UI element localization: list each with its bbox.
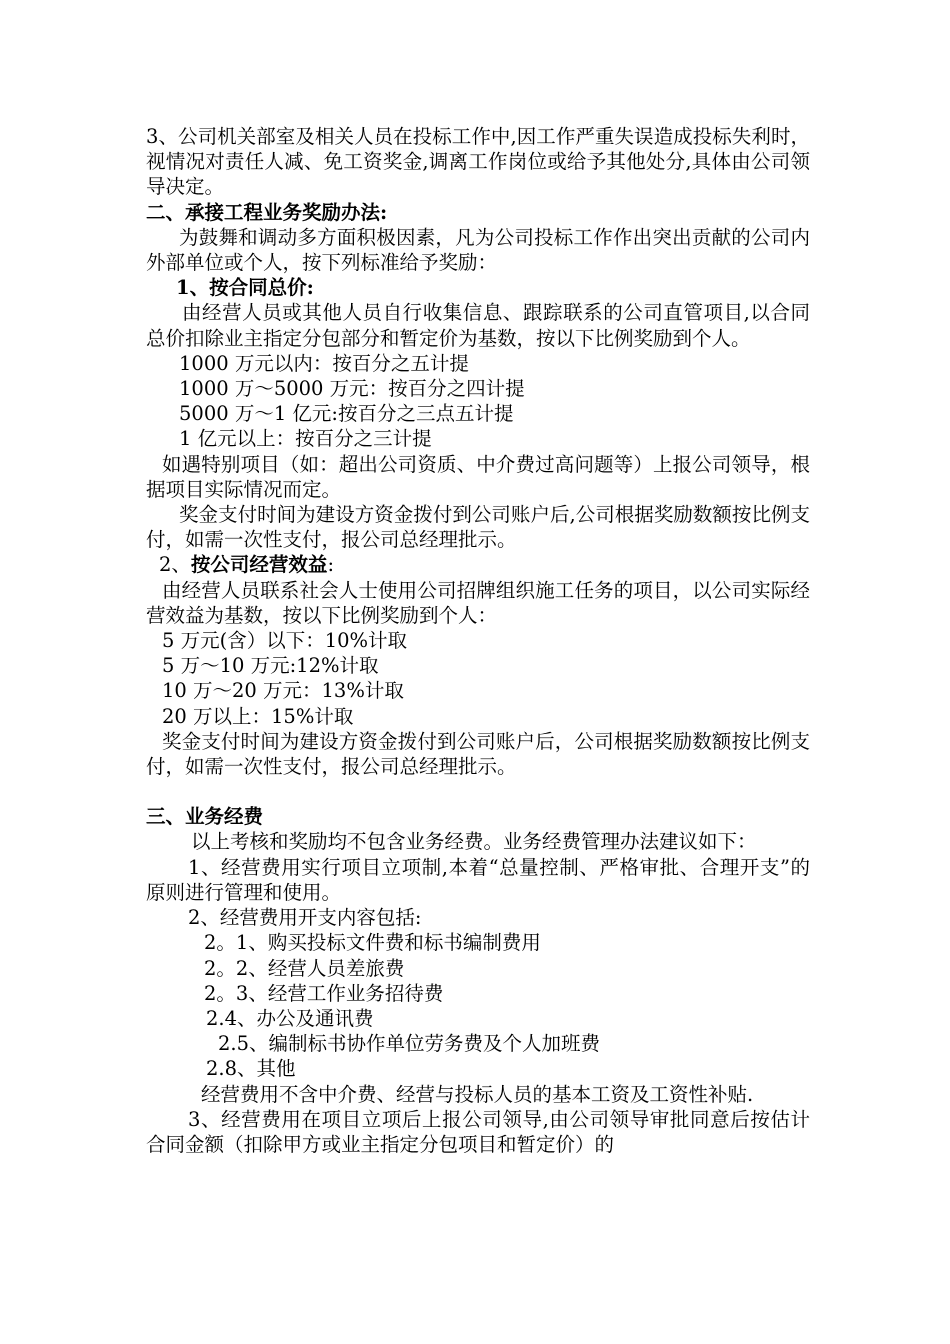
benefit-rate-line-1: 5 万元(含）以下：10%计取	[162, 629, 408, 653]
heading-operating-benefit-colon: :	[327, 553, 335, 577]
blank-line	[146, 779, 810, 804]
fee-item-3: 3、经营费用在项目立项后上报公司领导,由公司领导审批同意后按估计合同金额（扣除甲方或业主指定分包项目和暂定价）的	[146, 1107, 810, 1156]
heading-operating-benefit-text: 按公司经营效益	[190, 553, 328, 577]
paragraph-special-projects: 如遇特别项目（如：超出公司资质、中介费过高问题等）上报公司领导，根据项目实际情况而定。	[146, 452, 810, 501]
heading-section-2: 二、承接工程业务奖励办法:	[146, 200, 388, 224]
fee-sub-item-5: 2.5、编制标书协作单位劳务费及个人加班费	[218, 1032, 601, 1056]
benefit-rate-line-2: 5 万～10 万元:12%计取	[162, 654, 379, 678]
heading-contract-total: 1、按合同总价:	[176, 276, 314, 300]
paragraph-payment-2: 奖金支付时间为建设方资金拨付到公司账户后，公司根据奖励数额按比例支付，如需一次性支付，报公司总经理批示。	[146, 729, 810, 779]
document-body	[146, 124, 810, 1157]
heading-operating-benefit	[146, 552, 810, 577]
paragraph-responsibility: 3、公司机关部室及相关人员在投标工作中,因工作严重失误造成投标失利时，视情况对责任人减、免工资奖金,调离工作岗位或给予其他处分,具体由公司领导决定。	[146, 125, 810, 199]
fee-sub-item-6: 2.8、其他	[206, 1057, 296, 1081]
paragraph-contract-basis: 由经营人员或其他人员自行收集信息、跟踪联系的公司直管项目,以合同总价扣除业主指定分包部分和暂定价为基数，按以下比例奖励到个人。	[146, 301, 810, 350]
fee-sub-item-4: 2.4、办公及通讯费	[206, 1006, 374, 1030]
paragraph-fee-exclusions: 经营费用不含中介费、经营与投标人员的基本工资及工资性补贴.	[201, 1082, 754, 1106]
fee-sub-item-1: 2。1、购买投标文件费和标书编制费用	[204, 931, 541, 955]
fee-sub-item-3: 2。3、经营工作业务招待费	[204, 981, 444, 1005]
rate-line-2: 1000 万～5000 万元：按百分之四计提	[179, 377, 525, 401]
paragraph-fee-intro: 以上考核和奖励均不包含业务经费。业务经费管理办法建议如下：	[191, 830, 757, 854]
benefit-rate-line-3: 10 万～20 万元：13%计取	[162, 679, 404, 703]
fee-sub-item-2: 2。2、经营人员差旅费	[204, 956, 405, 980]
fee-item-2: 2、经营费用开支内容包括:	[188, 906, 422, 930]
heading-section-3: 三、业务经费	[146, 805, 264, 829]
benefit-rate-line-4: 20 万以上：15%计取	[162, 704, 354, 728]
rate-line-4: 1 亿元以上：按百分之三计提	[179, 427, 432, 451]
paragraph-payment-1: 奖金支付时间为建设方资金拨付到公司账户后,公司根据奖励数额按比例支付，如需一次性支付，报公司总经理批示。	[146, 503, 810, 552]
fee-item-1: 1、经营费用实行项目立项制,本着“总量控制、严格审批、合理开支”的原则进行管理和使用。	[146, 855, 810, 904]
rate-line-1: 1000 万元以内：按百分之五计提	[179, 351, 469, 375]
rate-line-3: 5000 万～1 亿元:按百分之三点五计提	[179, 402, 514, 426]
paragraph-reward-intro: 为鼓舞和调动多方面积极因素，凡为公司投标工作作出突出贡献的公司内外部单位或个人，按下列标准给予奖励：	[146, 225, 810, 275]
paragraph-benefit-basis: 由经营人员联系社会人士使用公司招牌组织施工任务的项目，以公司实际经营效益为基数，按以下比例奖励到个人：	[146, 578, 810, 627]
heading-operating-benefit-number: 2、	[159, 553, 191, 577]
